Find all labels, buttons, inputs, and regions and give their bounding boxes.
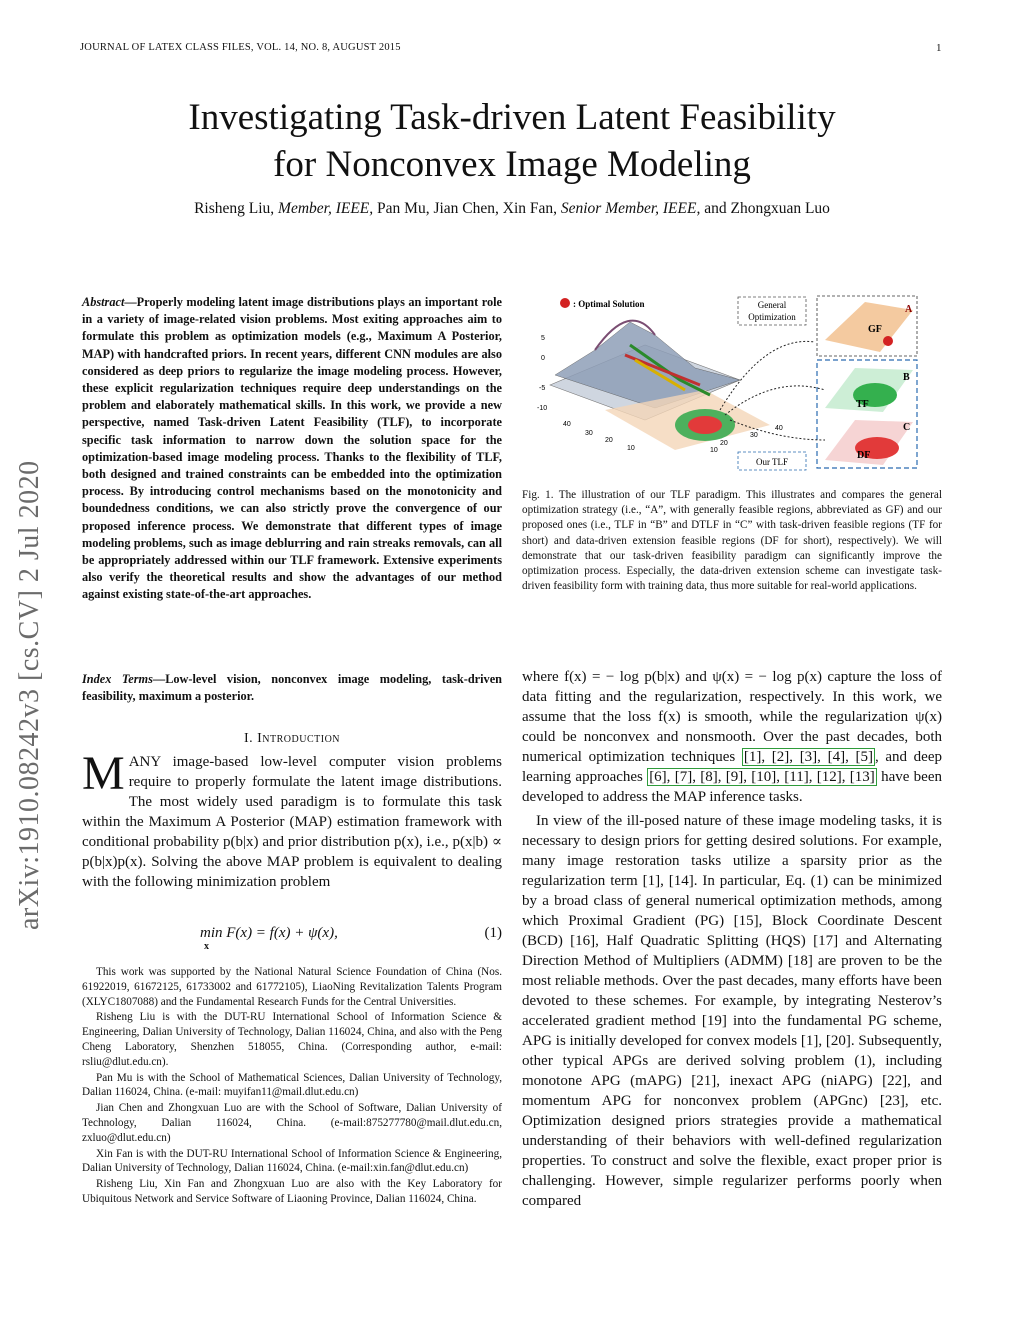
x-tick: 30 — [585, 430, 593, 437]
df-label: DF — [857, 450, 871, 461]
index-terms-text: —Low-level vision, nonconvex image modeling, task-driven feasibility, maximum a posterior. — [82, 672, 502, 704]
x-tick: 20 — [605, 437, 613, 444]
footnote: Risheng Liu, Xin Fan and Zhongxuan Luo are also with the Key Laboratory for Ubiquitous Network and Service Software of Liaoning Province, Dalian 116024, China. — [82, 1178, 502, 1205]
footnote: Xin Fan is with the DUT-RU International School of Information Science & Engineering, Dalian University of Technology, Dalian 116024, China. (e-mail:xin.fan@dlut.edu.cn) — [82, 1147, 502, 1175]
optimal-solution-icon — [560, 298, 570, 308]
figure-1-illustration — [535, 290, 935, 475]
equation-expression: min F(x) = f(x) + ψ(x), — [200, 925, 338, 941]
panel-b-label: B — [903, 372, 910, 383]
figure-caption: Fig. 1. The illustration of our TLF paradigm. This illustrates and compares the general optimization strategy (i.e., “A”, with generally feasible regions, abbreviated as GF) and our proposed ones (i.e., TLF in “B” and DTLF in “C” with task-driven feasible regions (TF for short) and data-driven extension feasible regions (DF for short), respectively). We will demonstrate that our task-driven feasibility paradigm can significantly improve the optimization process. Especially, the data-driven extension scheme can investigate task-driven feasibility form with training data, thus more suitable for real-world applications. — [522, 489, 942, 593]
x-tick: 10 — [627, 445, 635, 452]
paragraph-text: , and deep learning approaches — [522, 749, 942, 785]
arxiv-stamp: arXiv:1910.08242v3 [cs.CV] 2 Jul 2020 — [14, 460, 45, 930]
abstract-lead: Abstract — [82, 295, 125, 309]
y-tick: 20 — [720, 440, 728, 447]
our-tlf-label: Our TLF — [755, 457, 789, 467]
x-tick: 40 — [563, 421, 571, 428]
paragraph: In view of the ill-posed nature of these image modeling tasks, it is necessary to design priors for getting desired solutions. For example, many image restoration tasks utilize a sparsity prior as the regularization term [1], [14]. In particular, Eq. (1) can be minimized by a broad class of general numerical optimization methods, among which Proximal Gradient (PG) [15], Block Coordinate Descent (BCD) [16], Half Quadratic Splitting (HQS) [17] and Alternating Direction Method of Multipliers (ADMM) [18] are proven to be the most reliable methods. Over the past decades, many efforts have been devoted to these schemes. For example, by integrating Nesterov’s accelerated gradient method [19] into the fundamental PG scheme, APG is initially developed for convex models [1], [20]. Subsequently, other typical APGs are derived solving problem (1), including monotone APG (mAPG) [21], inexact APG (niAPG) [22], and momentum APG for nonconvex problem (APGnc) [23], etc. Optimization designed priors strategies provide a mathematical understanding of their behaviors with well-defined regularization properties. To construct and solve the flexible, exact proper prior is challenging. However, simple regularizer performs poorly when compared — [522, 813, 942, 1209]
page-number: 1 — [936, 42, 942, 54]
footnote: Pan Mu is with the School of Mathematical Sciences, Dalian University of Technology, Dalian 116024, China. (e-mail: muyifan11@mail.dlut.edu.cn) — [82, 1071, 502, 1099]
footnote: This work was supported by the National Natural Science Foundation of China (Nos. 61922019, 61672125, 61733002 and 61772105), LiaoNing Revitalization Talents Program (XLYC1807088) and the Fundamental Research Funds for the Central Universities. — [82, 966, 502, 1008]
panel-c-label: C — [903, 422, 911, 433]
panel-a-label: A — [905, 304, 913, 315]
title-line-1: Investigating Task-driven Latent Feasibility — [188, 97, 836, 138]
connector-a — [720, 341, 815, 410]
author-2: Pan Mu, Jian Chen, Xin Fan, — [377, 200, 557, 217]
citation-group[interactable]: [1], [2], [3], [4], [5] — [743, 749, 873, 765]
equation-subscript: x — [204, 941, 209, 952]
paragraph — [522, 667, 942, 807]
author-list — [0, 200, 1024, 218]
equation-number: (1) — [484, 925, 502, 941]
footnotes — [82, 965, 502, 1208]
author-1: Risheng Liu, — [194, 200, 275, 217]
author-3: and Zhongxuan Luo — [704, 200, 830, 217]
author-2-role: Senior Member, IEEE, — [560, 200, 701, 217]
intro-text: ANY image-based low-level computer vision problems require to properly formulate the latent image distributions. The most widely used paradigm is to formulate this task within the Maximum A Posterior (MAP) estimation framework with conditional probability p(b|x) and prior distribution p(x), i.e., p(x|b) ∝ p(b|x)p(x). Solving the above MAP problem is equivalent to dealing with the following minimization problem — [82, 754, 502, 890]
intro-paragraph — [82, 747, 502, 892]
citation-group[interactable]: [6], [7], [8], [9], [10], [11], [12], [13] — [649, 769, 875, 785]
index-terms-lead: Index Terms — [82, 672, 153, 686]
gf-label: GF — [868, 324, 882, 335]
panel-a-optimum — [883, 336, 893, 346]
z-tick: -5 — [539, 385, 546, 392]
right-column-body — [522, 667, 942, 1215]
y-tick: 10 — [710, 447, 718, 454]
figure-1 — [535, 290, 935, 475]
section-title: Introduction — [257, 731, 341, 746]
title-line-2: for Nonconvex Image Modeling — [273, 144, 751, 185]
footnote: Jian Chen and Zhongxuan Luo are with the School of Software, Dalian University of Technology, Dalian 116024, China. (e-mail:875277780@mail.dlut.edu.cn, zxluo@dlut.edu.cn) — [82, 1102, 502, 1144]
section-heading — [82, 731, 502, 747]
z-tick: 5 — [541, 335, 545, 342]
section-number: I. — [243, 731, 254, 746]
running-head: JOURNAL OF LATEX CLASS FILES, VOL. 14, NO. 8, AUGUST 2015 — [80, 42, 401, 53]
z-tick: -10 — [537, 405, 548, 412]
z-tick: 0 — [541, 355, 545, 362]
legend-label: : Optimal Solution — [573, 299, 645, 309]
paragraph-text: where f(x) = − log p(b|x) and ψ(x) = − log p(x) capture the loss of data fitting and the regularization, respectively. In this work, we assume that the loss f(x) is smooth, while the regularization ψ(x) could be nonconvex and nonsmooth. Over the past decades, both numerical optimization techniques — [522, 669, 942, 765]
y-tick: 30 — [750, 432, 758, 439]
tf-label: TF — [856, 399, 869, 410]
index-terms — [82, 671, 502, 705]
author-1-role: Member, IEEE, — [278, 200, 374, 217]
paragraph-text: have been developed to address the MAP inference tasks. — [522, 769, 942, 805]
footnote: Risheng Liu is with the DUT-RU International School of Information Science & Engineering, Dalian University of Technology, Dalian 116024, China, and also with the Peng Cheng Laboratory, Shenzhen 518055, China. (Corresponding author, e-mail: rsliu@dlut.edu.cn). — [82, 1011, 502, 1068]
drop-cap: M — [82, 747, 125, 800]
general-opt-line-1: General — [757, 300, 787, 310]
abstract-text: —Properly modeling latent image distributions plays an important role in a variety of image-related vision problems. Most exiting approaches aim to formulate this problem as optimization models (e.g., Maximum A Posterior, MAP) with handcrafted priors. In recent years, different CNN modules are also considered as deep priors to regularize the image modeling process. However, these explicit regularization techniques require deep understandings on the problem and elaborately mathematical skills. In this work, we provide a new perspective, named Task-driven Latent Feasibility (TLF), to incorporate specific task information to narrow down the solution space for the optimization-based image modeling process. Thanks to the flexibility of TLF, both designed and trained constraints can be embedded into the optimization process. By introducing control mechanisms based on the monotonicity and boundedness conditions, we can also strictly prove the convergence of our proposed inference process. We demonstrate that different types of image modeling problems, such as image deblurring and rain streaks removals, can all be appropriately addressed within our TLF framework. Extensive experiments also verify the theoretical results and show the advantages of our method against existing state-of-the-art approaches. — [82, 295, 502, 602]
y-tick: 40 — [775, 425, 783, 432]
abstract — [82, 294, 502, 604]
general-opt-line-2: Optimization — [748, 312, 796, 322]
paper-title — [0, 94, 1024, 188]
optimum-region — [688, 416, 722, 434]
